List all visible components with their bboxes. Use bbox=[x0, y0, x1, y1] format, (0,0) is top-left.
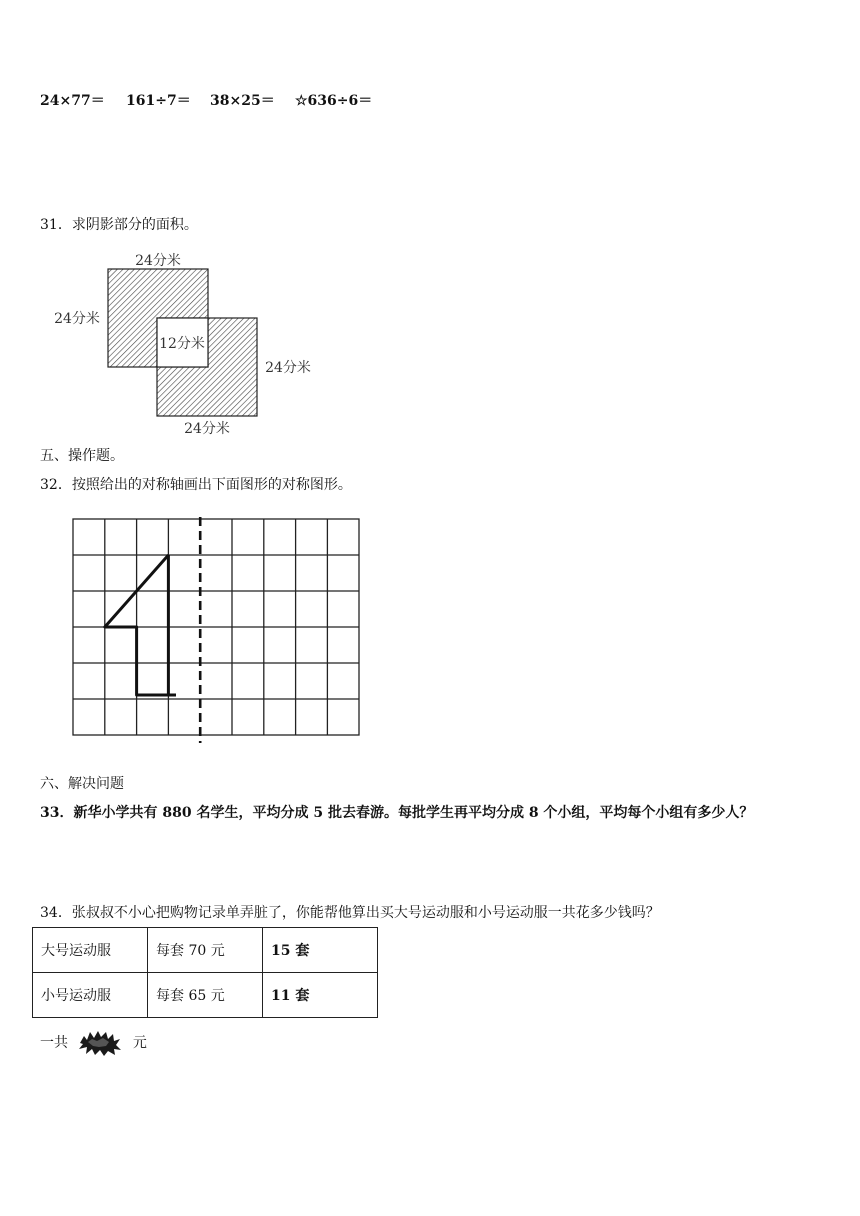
cell-qty: 15 套 bbox=[263, 928, 378, 973]
given-shape bbox=[105, 555, 176, 695]
cell-price: 每套 65 元 bbox=[148, 973, 263, 1018]
calc-item-4: ☆636÷6＝ bbox=[295, 93, 373, 109]
calc-item-1: 24×77＝ bbox=[40, 93, 105, 109]
table-row bbox=[33, 973, 378, 1018]
ink-stain-icon bbox=[78, 1030, 122, 1056]
calc-item-3: 38×25＝ bbox=[210, 93, 275, 109]
purchase-record-table bbox=[32, 927, 378, 1018]
total-line bbox=[40, 1030, 147, 1056]
cell-item: 小号运动服 bbox=[33, 973, 148, 1018]
cell-item: 大号运动服 bbox=[33, 928, 148, 973]
shaded-area-figure bbox=[45, 245, 335, 440]
table-row bbox=[33, 928, 378, 973]
symmetry-grid bbox=[70, 515, 365, 745]
section-6-title: 六、解决问题 bbox=[40, 776, 124, 792]
section-5-title: 五、操作题。 bbox=[40, 448, 124, 464]
label-right: 24分米 bbox=[265, 360, 311, 376]
label-top: 24分米 bbox=[135, 253, 181, 269]
calc-item-2: 161÷7＝ bbox=[126, 93, 191, 109]
question-32: 32．按照给出的对称轴画出下面图形的对称图形。 bbox=[40, 477, 352, 493]
total-prefix: 一共 bbox=[40, 1035, 68, 1051]
question-33: 33．新华小学共有 880 名学生，平均分成 5 批去春游。每批学生再平均分成 8 个小组，平均每个小组有多少人？ bbox=[40, 805, 754, 821]
total-suffix: 元 bbox=[132, 1035, 147, 1051]
cell-qty: 11 套 bbox=[263, 973, 378, 1018]
cell-price: 每套 70 元 bbox=[148, 928, 263, 973]
label-left: 24分米 bbox=[54, 311, 100, 327]
question-34: 34．张叔叔不小心把购物记录单弄脏了，你能帮他算出买大号运动服和小号运动服一共花多少钱吗？ bbox=[40, 905, 660, 921]
question-31: 31．求阴影部分的面积。 bbox=[40, 217, 198, 233]
label-bottom: 24分米 bbox=[184, 421, 230, 437]
label-center: 12分米 bbox=[159, 336, 205, 352]
